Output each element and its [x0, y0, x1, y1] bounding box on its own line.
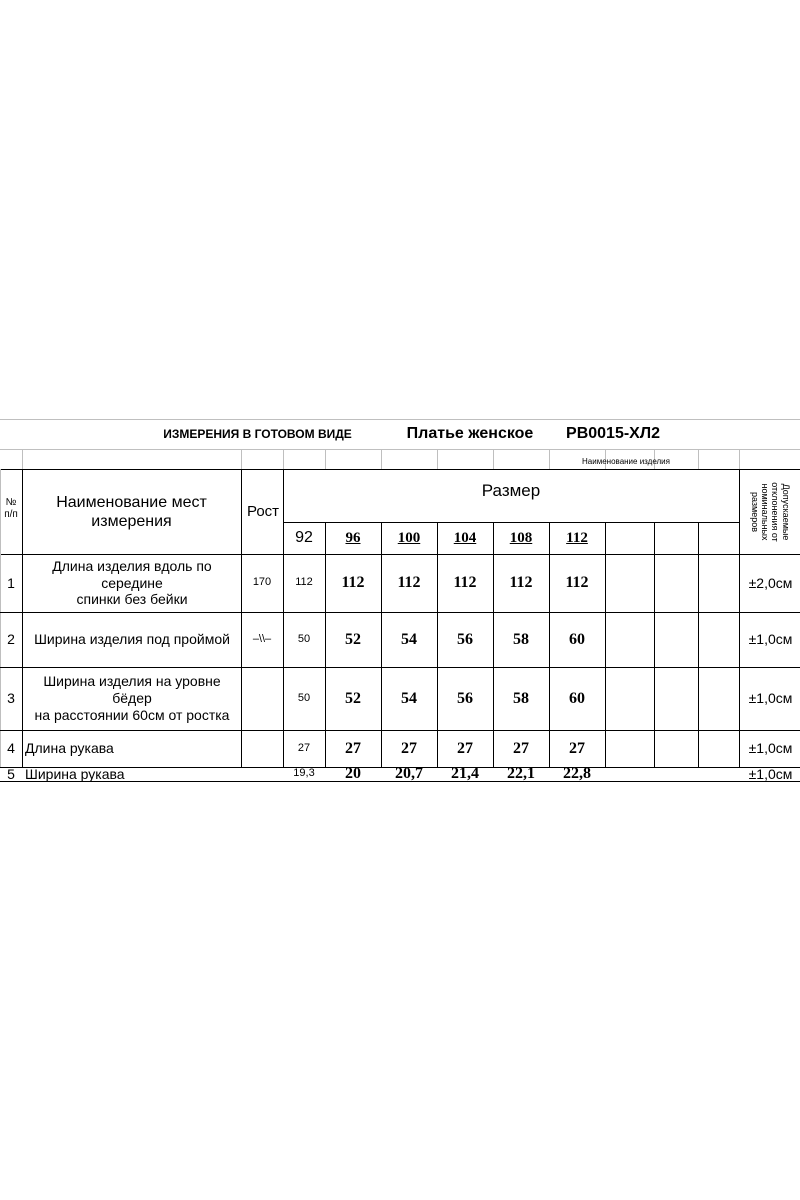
measurement-sheet: [0, 417, 800, 787]
row-tolerance: ±2,0см: [748, 574, 793, 591]
row-number: 2: [7, 631, 15, 648]
row-value: 19,3: [293, 767, 315, 780]
row-value: 50: [297, 632, 311, 645]
row-value: 54: [401, 630, 417, 648]
row-value: 112: [565, 574, 589, 592]
header-tolerance: Допускаемые отклонения от номинальных размеров: [749, 481, 791, 542]
row-value: 112: [295, 576, 313, 589]
row-value: 112: [509, 574, 533, 592]
grid-line: [22, 449, 23, 469]
product-title: Платье женское: [406, 425, 534, 443]
row-value: 50: [297, 691, 311, 704]
row-number: 5: [7, 765, 15, 782]
grid-line: [739, 449, 740, 469]
product-name-caption: Наименование изделия: [582, 457, 670, 467]
row-value: 22,1: [507, 765, 535, 783]
row-measurement-name: Длина изделия вдоль по середине спинки без бейки: [52, 557, 212, 608]
row-measurement-name: Длина рукава: [25, 740, 114, 757]
row-tolerance: ±1,0см: [748, 631, 793, 648]
header-name: Наименование мест измерения: [56, 493, 207, 530]
row-value: 56: [457, 630, 473, 648]
row-tolerance: ±1,0см: [748, 765, 793, 782]
grid-line: [0, 449, 800, 450]
size-112: 112: [566, 530, 588, 546]
row-value: 58: [513, 689, 529, 707]
row-tolerance: ±1,0см: [748, 690, 793, 707]
sheet-subtitle: ИЗМЕРЕНИЯ В ГОТОВОМ ВИДЕ: [163, 426, 352, 441]
grid-line: [381, 449, 382, 469]
header-height: Рост: [246, 503, 280, 520]
row-height: –\\–: [252, 632, 272, 645]
row-measurement-name: Ширина изделия на уровне бёдер на расстоянии 60см от ростка: [34, 673, 230, 723]
grid-line: [549, 449, 550, 469]
row-height: 170: [252, 576, 272, 589]
grid-line: [0, 781, 800, 782]
row-tolerance: ±1,0см: [748, 740, 793, 757]
row-value: 60: [569, 689, 585, 707]
grid-line: [493, 449, 494, 469]
row-value: 27: [401, 739, 417, 757]
row-value: 112: [453, 574, 477, 592]
size-104: 104: [453, 530, 477, 546]
product-code: РВ0015-ХЛ2: [566, 425, 660, 443]
row-value: 21,4: [451, 765, 479, 783]
row-measurement-name: Ширина рукава: [25, 765, 125, 782]
row-value: 52: [345, 630, 361, 648]
size-100: 100: [397, 530, 421, 546]
row-number: 4: [7, 740, 15, 757]
row-value: 27: [513, 739, 529, 757]
grid-line: [698, 449, 699, 469]
row-value: 112: [341, 574, 365, 592]
grid-line: [241, 449, 242, 469]
row-number: 3: [7, 690, 15, 707]
row-number: 1: [7, 574, 15, 591]
row-value: 52: [345, 689, 361, 707]
size-92: 92: [295, 529, 313, 547]
row-value: 27: [297, 741, 311, 754]
row-value: 20: [345, 765, 361, 783]
grid-line: [437, 449, 438, 469]
size-96: 96: [345, 530, 361, 546]
grid-line: [22, 469, 23, 767]
header-size: Размер: [481, 481, 541, 501]
row-value: 27: [345, 739, 361, 757]
row-value: 54: [401, 689, 417, 707]
row-value: 60: [569, 630, 585, 648]
grid-line: [283, 449, 284, 469]
row-measurement-name: Ширина изделия под проймой: [34, 631, 230, 648]
row-value: 27: [569, 739, 585, 757]
size-108: 108: [509, 530, 533, 546]
row-value: 22,8: [563, 765, 591, 783]
row-value: 58: [513, 630, 529, 648]
row-value: 56: [457, 689, 473, 707]
row-value: 27: [457, 739, 473, 757]
header-num: № п/п: [4, 497, 18, 520]
grid-line: [325, 449, 326, 469]
row-value: 20,7: [395, 765, 423, 783]
row-value: 112: [397, 574, 421, 592]
